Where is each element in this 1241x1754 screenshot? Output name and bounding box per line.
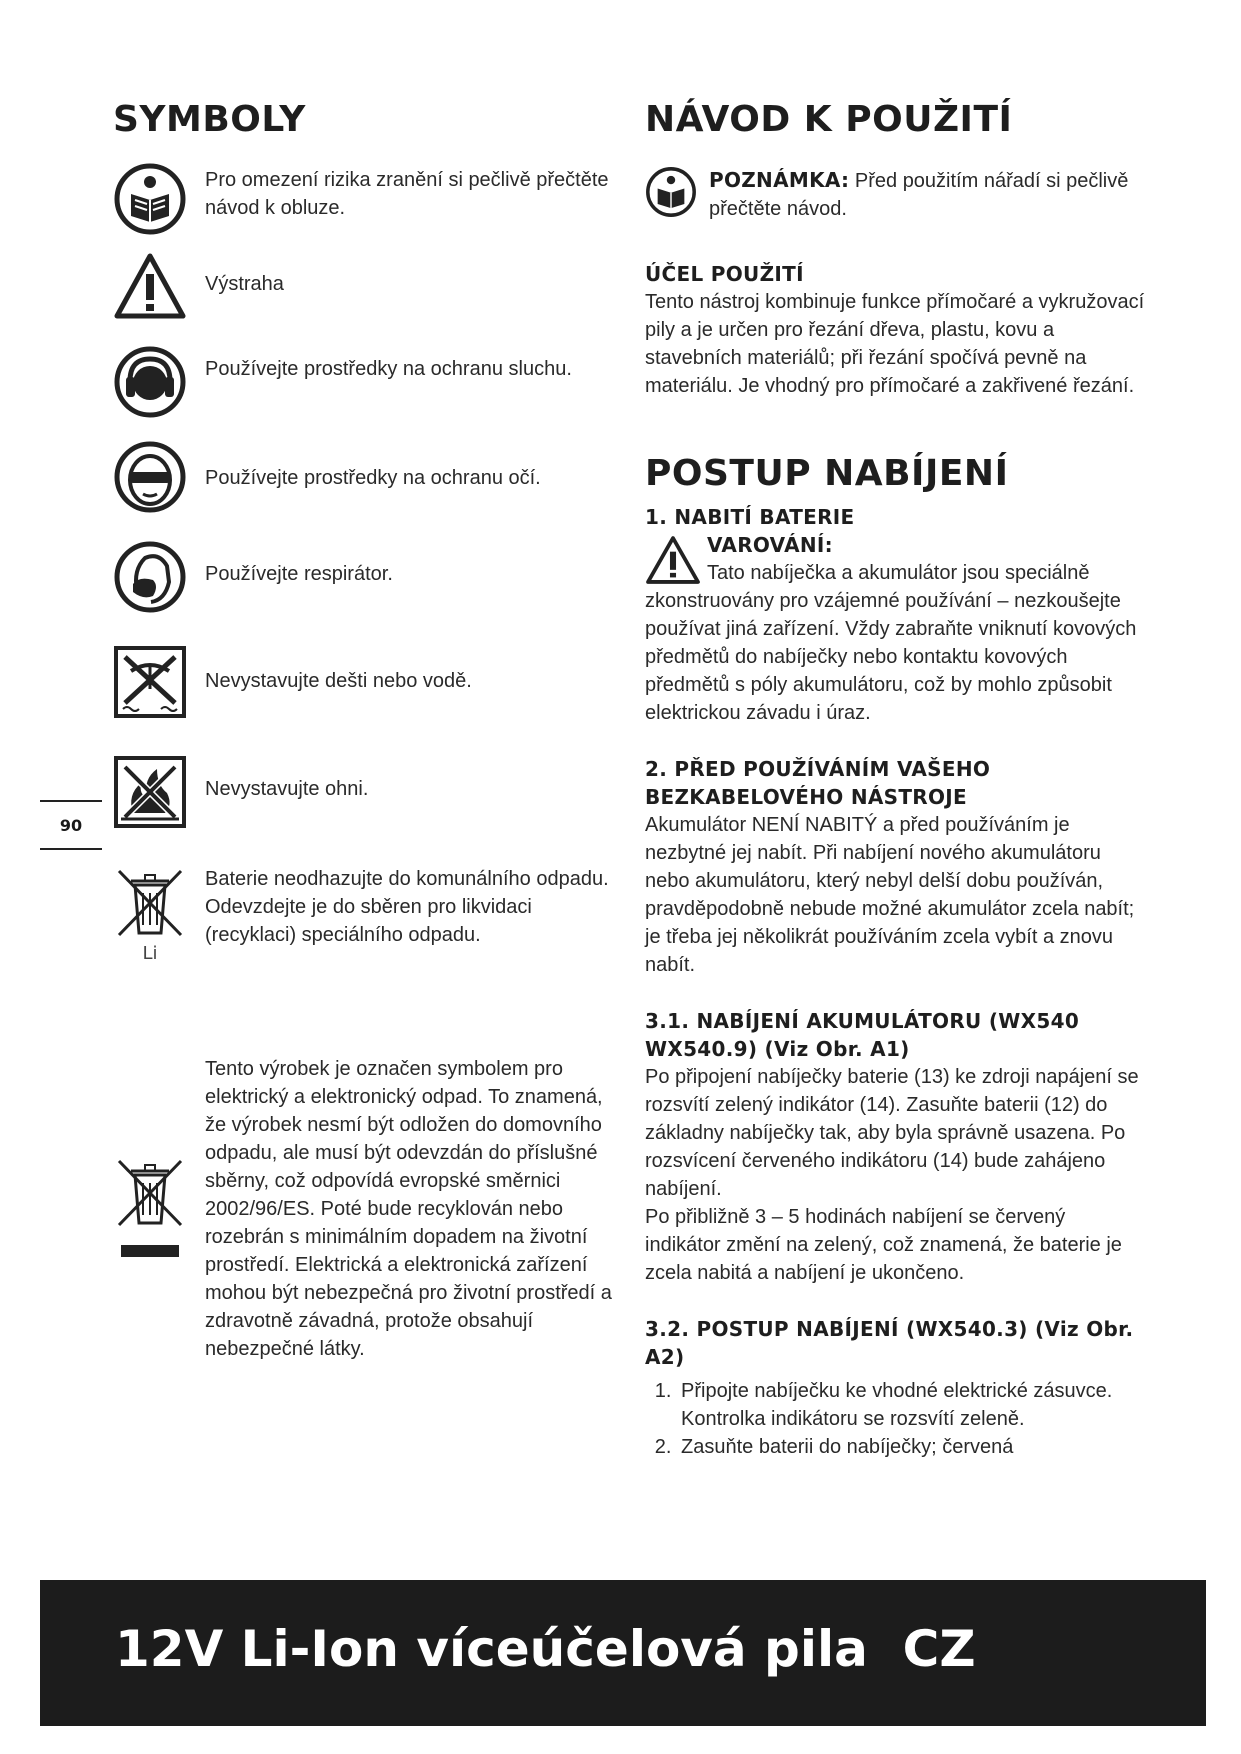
list-item: 1. Připojte nabíječku ke vhodné elektrické zásuvce. Kontrolka indikátoru se rozsvítí zeleně. [677,1377,1145,1433]
charging-step2-title: 2. PŘED POUŽÍVÁNÍM VAŠEHO BEZKABELOVÉHO NÁSTROJE [645,757,991,810]
charging-title: POSTUP NABÍJENÍ [645,452,1009,494]
no-fire-icon [113,755,187,829]
respirator-icon [113,540,187,614]
symbol-text: Používejte prostředky na ochranu sluchu. [205,358,572,380]
symbol-text: Baterie neodhazujte do komunálního odpadu. Odevzdejte je do sběren pro likvidaci (recyklaci) speciálního odpadu. [205,868,609,946]
footer-title: 12V Li-Ion víceúčelová pila CZ [115,1620,976,1678]
instructions-title: NÁVOD K POUŽITÍ [645,99,1013,140]
charging-step31-text: Po připojení nabíječky baterie (13) ke zdroji napájení se rozsvítí zelený indikátor (14). Zasuňte baterii (12) do základny nabíječky tak, aby byla správně usazena. Po rozsvícení červeného indikátoru (14) bude zahájeno nabíjení. [645,1066,1139,1201]
symbol-text: Výstraha [205,273,284,295]
page-number: 90 [40,800,102,850]
charging-step31-text: Po přibližně 3 – 5 hodinách nabíjení se červený indikátor změní na zelený, což znamená, že baterie je zcela nabitá a nabíjení je ukončeno. [645,1206,1122,1285]
symbols-column [113,99,613,1360]
weee-disposal-icon [113,1155,187,1265]
warning-label: VAROVÁNÍ: [707,533,833,558]
li-label: Li [142,943,158,964]
symbol-text: Tento výrobek je označen symbolem pro elektrický a elektronický odpad. To znamená, že výrobek nesmí být odložen do domovního odpadu, ale musí být odevzdán do příslušné sběrny, což odpovídá evropské směrnici 2002/96/ES. Poté bude recyklován nebo rozebrán s minimálním dopadem na životní prostředí. Elektrická a elektronická zařízení mohou být nebezpečná pro životní prostředí a zdravotně závadná, protože obsahují nebezpečné látky. [205,1058,612,1360]
symbol-text: Nevystavujte dešti nebo vodě. [205,670,472,692]
symbol-text: Používejte prostředky na ochranu očí. [205,467,541,489]
read-manual-icon [645,166,697,218]
note-block [645,166,1145,226]
li-battery-disposal-icon [113,865,187,965]
note-text: Před použitím nářadí si pečlivě přečtěte návod. [709,169,1129,220]
symbols-title: SYMBOLY [113,99,306,140]
read-manual-icon [113,162,187,236]
list-item: 2. Zasuňte baterii do nabíječky; červená [677,1433,1145,1461]
eye-protection-icon [113,440,187,514]
symbol-text: Pro omezení rizika zranění si pečlivě přečtěte návod k obluze. [205,169,609,219]
instructions-column [645,100,1145,1461]
no-rain-icon [113,645,187,719]
charging-step1-title: 1. NABITÍ BATERIE [645,505,855,530]
purpose-text: Tento nástroj kombinuje funkce přímočaré a vykružovací pily a je určen pro řezání dřeva, plastu, kovu a stavebních materiálů; při řezání spočívá pevně na materiálu. Je vhodný pro přímočaré a zakřivené řezání. [645,290,1145,397]
warning-icon [113,250,187,324]
charging-step2-text: Akumulátor NENÍ NABITÝ a před používáním je nezbytné jej nabít. Při nabíjení nového akumulátoru nebo akumulátoru, který nebyl delší dobu používán, pravděpodobně nebude možné akumulátor zcela nabít; je třeba jej několikrát používáním zcela vybít a znovu nabít. [645,814,1135,977]
note-paragraph [709,166,1145,223]
charging-step31-title: 3.1. NABÍJENÍ AKUMULÁTORU (WX540 WX540.9) (Viz Obr. A1) [645,1009,1080,1062]
charging-steps-list [645,1377,1145,1461]
warning-text: Tato nabíječka a akumulátor jsou speciálně zkonstruovány pro vzájemné používání – nezkoušejte používat jiná zařízení. Vždy zabraňte vniknutí kovových předmětů do nabíječky nebo kontaktu kovových předmětů s póly akumulátoru, což by mohlo způsobit elektrickou závadu i úraz. [645,562,1137,725]
ear-protection-icon [113,345,187,419]
symbol-text: Nevystavujte ohni. [205,778,369,800]
purpose-title: ÚČEL POUŽITÍ [645,261,804,286]
warning-block [645,531,1145,727]
warning-icon [645,535,701,585]
charging-step32-title: 3.2. POSTUP NABÍJENÍ (WX540.3) (Viz Obr. A2) [645,1317,1134,1370]
note-label: POZNÁMKA: [709,167,850,192]
footer-band [40,1580,1206,1726]
symbol-text: Používejte respirátor. [205,563,393,585]
